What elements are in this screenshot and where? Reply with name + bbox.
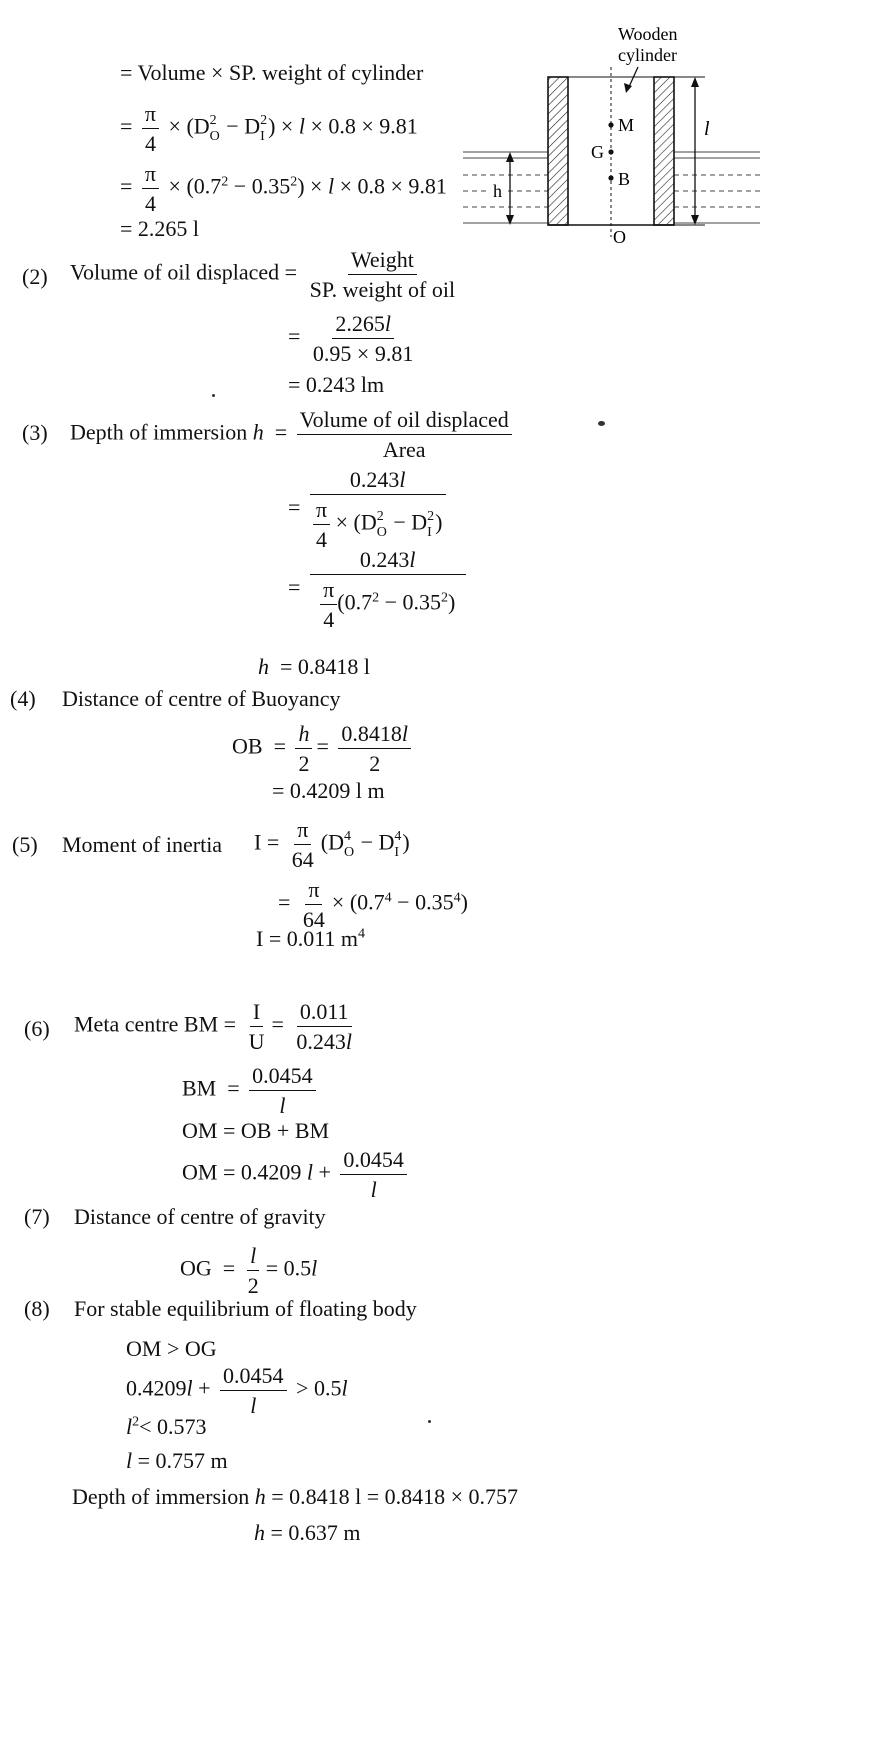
step8-c2: 0.4209l + $\frac{0.0454}{l}$ > 0.5l — [126, 1363, 348, 1419]
pi-over-64: $\frac{\pi}{64}$ — [291, 817, 314, 873]
label-G: G — [591, 142, 604, 162]
step3-line3: = 0.243l $\frac{\pi}{4}$ $(0.7^2 - 0.35^2)$ — [288, 548, 470, 631]
pi-over-4: $\frac{\pi}{4}$ — [142, 102, 159, 155]
label-O: O — [613, 227, 626, 247]
step4-result: = 0.4209 l m — [272, 778, 385, 803]
step2-fraction: $\frac{\text{Weight}}{\text{SP. weight of oil}}$ — [309, 247, 456, 303]
step2-line: Volume of oil displaced = $\frac{\text{Weight}}{\text{SP. weight of oil}}$ — [70, 248, 462, 301]
step2-label: Volume of oil displaced — [70, 259, 280, 285]
step4-number: (4) — [10, 686, 36, 711]
i-over-u: $\frac{I}{U}$ — [248, 999, 265, 1055]
step5-line1: I = $\frac{\pi}{64}$ (D 4 O − D 4 I ) — [254, 817, 410, 873]
c2-fraction: $\frac{0.0454}{l}$ — [220, 1364, 287, 1417]
weight-line-2: = $\frac{\pi}{4}$ × (D 2 O − D 2 I ) × l × 0.8 × 9.81 — [120, 101, 418, 157]
cylinder-right-wall — [654, 77, 674, 225]
step7-line: OG = $\frac{l}{2}$ = 0.5l — [180, 1243, 318, 1299]
step5-number: (5) — [12, 832, 38, 857]
step6-fraction: $\frac{0.011}{0.243l}$ — [296, 999, 353, 1055]
label-M: M — [618, 115, 635, 135]
step8-label: For stable equilibrium of floating body — [74, 1296, 417, 1321]
pi-over-4: $\frac{\pi}{4}$ — [142, 162, 159, 215]
l-over-2: $\frac{l}{2}$ — [247, 1243, 259, 1299]
step3-result: h = 0.8418 l — [258, 654, 371, 679]
step4-line: OB = $\frac{h}{2}$ = $\frac{0.8418l}{2}$ — [232, 722, 415, 775]
figure-title-line1: Wooden — [618, 24, 678, 44]
step3-line: Depth of immersion h = $\frac{\text{Volume of oil displaced}}{\text{Area}}$ — [70, 408, 516, 461]
step3-fraction: $\frac{\text{Volume of oil displaced}}{\text{Area}}$ — [297, 408, 512, 461]
step3-line2: = 0.243l $\frac{\pi}{4}$ × (D 2 O − D 2 I ) — [288, 468, 450, 551]
step3-fraction-2: 0.243l $\frac{\pi}{4}$ × (D 2 O − D 2 I ) — [310, 468, 446, 551]
label-h: h — [493, 181, 502, 201]
step4-label: Distance of centre of Buoyancy — [62, 686, 341, 711]
step3-fraction-3: 0.243l $\frac{\pi}{4}$ $(0.7^2 - 0.35^2)$ — [310, 548, 466, 631]
weight-result: = 2.265 l — [120, 216, 200, 241]
weight-line-1: = Volume × SP. weight of cylinder — [120, 60, 424, 85]
step3-number: (3) — [22, 420, 48, 445]
step8-c4: l = 0.757 m — [126, 1448, 228, 1473]
step5-line2: = $\frac{\pi}{64}$ × $(0.7^4 - 0.35^4)$ — [278, 877, 468, 933]
step2-fraction-2: $\frac{2.265l}{0.95 \times 9.81}$ — [312, 311, 414, 367]
step5-label: Moment of inertia — [62, 832, 223, 857]
step2-line2: = $\frac{2.265l}{0.95 \times 9.81}$ — [288, 312, 420, 365]
cylinder-left-wall — [548, 77, 568, 225]
step6-number: (6) — [24, 1016, 50, 1041]
scan-speck — [212, 394, 215, 397]
step5-result: I = 0.011 $m^4$ — [256, 926, 366, 951]
step8-c3: $l^2< 0.573$ — [126, 1414, 207, 1439]
step2-number: (2) — [22, 264, 48, 289]
step6-om1: OM = OB + BM — [182, 1118, 330, 1143]
step7-number: (7) — [24, 1204, 50, 1229]
label-l: l — [704, 118, 710, 140]
step2-result: = 0.243 lm — [288, 372, 385, 397]
step6-bm: BM = $\frac{0.0454}{l}$ — [182, 1064, 320, 1117]
om-fraction: $\frac{0.0454}{l}$ — [340, 1148, 407, 1201]
wooden-cylinder-figure — [460, 15, 770, 255]
step8-number: (8) — [24, 1296, 50, 1321]
bm-fraction: $\frac{0.0454}{l}$ — [249, 1064, 316, 1117]
step6-line: Meta centre BM = $\frac{I}{U}$ = $\frac{0.011}{0.243l}$ — [74, 1000, 359, 1053]
pi-over-64: $\frac{\pi}{64}$ — [302, 877, 325, 933]
step4-fraction: $\frac{0.8418l}{2}$ — [338, 722, 411, 775]
final-result: h = 0.637 m — [254, 1520, 361, 1545]
h-over-2: $\frac{h}{2}$ — [295, 722, 312, 775]
step6-om2: OM = 0.4209 l + $\frac{0.0454}{l}$ — [182, 1148, 411, 1201]
step7-label: Distance of centre of gravity — [74, 1204, 326, 1229]
scan-speck — [428, 1420, 431, 1423]
figure-title-line2: cylinder — [618, 45, 677, 65]
label-B: B — [618, 169, 631, 189]
step8-c1: OM > OG — [126, 1336, 217, 1361]
final-line: Depth of immersion h = 0.8418 l = 0.8418 × 0.757 — [72, 1484, 519, 1509]
scan-speck — [598, 421, 605, 426]
weight-line-3: = $\frac{\pi}{4}$ × $(0.7^2 - 0.35^2) \times l \times 0.8 \times 9.81$ — [120, 161, 447, 217]
